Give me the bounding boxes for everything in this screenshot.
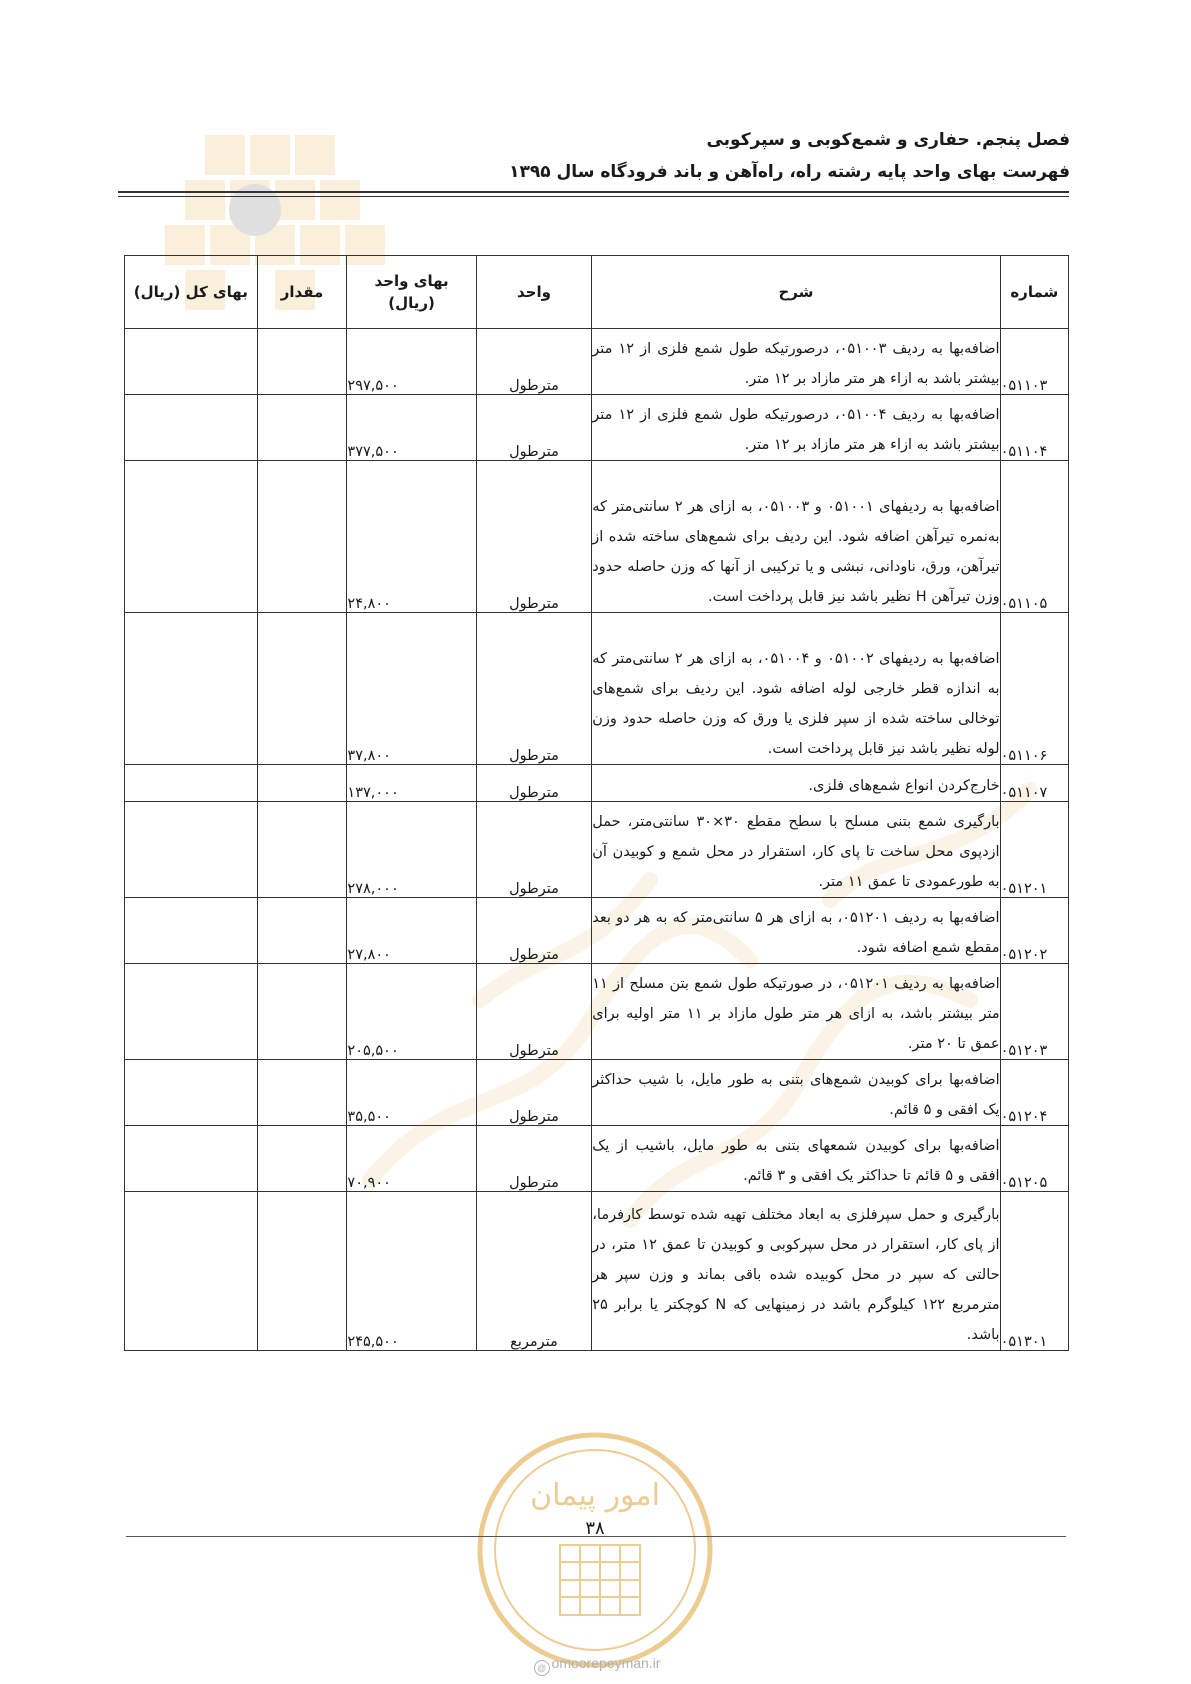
row-unit-price: ۳۷۷,۵۰۰: [347, 395, 476, 461]
row-code: ۰۵۱۱۰۶: [1000, 613, 1068, 765]
table-row: [125, 898, 1069, 964]
row-code: ۰۵۱۲۰۵: [1000, 1126, 1068, 1192]
header-quantity: مقدار: [257, 256, 347, 329]
row-unit: مترطول: [476, 765, 591, 802]
row-unit-price: ۳۷,۸۰۰: [347, 613, 476, 765]
row-quantity: [257, 329, 347, 395]
row-unit-price: ۲۹۷,۵۰۰: [347, 329, 476, 395]
row-total: [125, 395, 258, 461]
row-total: [125, 613, 258, 765]
row-description: خارج‌کردن انواع شمع‌های فلزی.: [592, 765, 1000, 802]
row-unit: مترمربع: [476, 1192, 591, 1351]
price-list-table: [124, 255, 1069, 1351]
header-unit-price: [347, 256, 476, 329]
row-description: اضافه‌بها برای کوبیدن شمعهای بتنی به طور مایل، باشیب از یک افقی و ۵ قائم تا حداکثر یک افقی و ۳ قائم.: [592, 1126, 1000, 1192]
table-row: [125, 461, 1069, 613]
row-unit: مترطول: [476, 329, 591, 395]
row-unit-price: ۲۷۸,۰۰۰: [347, 802, 476, 898]
row-quantity: [257, 802, 347, 898]
row-code: ۰۵۱۳۰۱: [1000, 1192, 1068, 1351]
site-url: omoorepeyman.ir: [551, 1655, 661, 1671]
row-quantity: [257, 765, 347, 802]
row-unit: مترطول: [476, 1126, 591, 1192]
row-total: [125, 329, 258, 395]
header-unit-price-currency: (ریال): [388, 294, 435, 312]
row-description: اضافه‌بها به ردیف ۰۵۱۲۰۱، در صورتیکه طول شمع بتن مسلح از ۱۱ متر بیشتر باشد، به ازای هر متر طول مازاد بر ۱۱ متر اولیه برای عمق تا ۲۰ متر.: [592, 964, 1000, 1060]
row-description: اضافه‌بها به ردیفهای ۰۵۱۰۰۱ و ۰۵۱۰۰۳، به ازای هر ۲ سانتی‌متر که به‌نمره تیرآهن اضافه شود. این ردیف برای شمع‌های ساخته شده از تیرآهن، ورق، ناودانی، نبشی و یا ترکیبی از آنها که وزن حاصله حدود وزن تیرآهن H نظیر باشد نیز قابل پرداخت است.: [592, 461, 1000, 613]
header-total-price: بهای کل (ریال): [125, 256, 258, 329]
row-quantity: [257, 1060, 347, 1126]
at-icon: @: [534, 1660, 550, 1676]
row-total: [125, 1192, 258, 1351]
header-unit: واحد: [476, 256, 591, 329]
row-total: [125, 461, 258, 613]
row-quantity: [257, 964, 347, 1060]
header-code: شماره: [1000, 256, 1068, 329]
row-unit-price: ۲۴,۸۰۰: [347, 461, 476, 613]
row-quantity: [257, 1126, 347, 1192]
header-rule-bottom: [118, 196, 1069, 197]
document-subtitle: فهرست بهای واحد پایه رشته راه، راه‌آهن و باند فرودگاه سال ۱۳۹۵: [509, 162, 1070, 182]
row-description: اضافه‌بها برای کوبیدن شمع‌های بتنی به طور مایل، با شیب حداکثر یک افقی و ۵ قائم.: [592, 1060, 1000, 1126]
table-row: [125, 395, 1069, 461]
row-description: بارگیری شمع بتنی مسلح با سطح مقطع ۳۰×۳۰ سانتی‌متر، حمل ازدپوی محل ساخت تا پای کار، استقرار در محل شمع و کوبیدن آن به طورعمودی تا عمق ۱۱ متر.: [592, 802, 1000, 898]
row-unit-price: ۱۳۷,۰۰۰: [347, 765, 476, 802]
table-header-row: [125, 256, 1069, 329]
row-description: بارگیری و حمل سپرفلزی به ابعاد مختلف تهیه شده توسط کارفرما، از پای کار، استقرار در محل سپرکوبی و کوبیدن تا عمق ۱۲ متر، در حالتی که سپر در محل کوبیده شده باقی بماند و وزن سپر هر مترمربع ۱۲۲ کیلوگرم باشد در زمینهایی که N کوچکتر یا برابر ۲۵ باشد.: [592, 1192, 1000, 1351]
row-total: [125, 1060, 258, 1126]
seal-watermark: [470, 1425, 720, 1675]
row-unit: مترطول: [476, 1060, 591, 1126]
row-description: اضافه‌بها به ردیفهای ۰۵۱۰۰۲ و ۰۵۱۰۰۴، به ازای هر ۲ سانتی‌متر که به اندازه قطر خارجی لوله اضافه شود. این ردیف برای شمع‌های توخالی ساخته شده از سپر فلزی یا ورق که وزن حاصله حدود وزن لوله نظیر باشد نیز قابل پرداخت است.: [592, 613, 1000, 765]
row-total: [125, 1126, 258, 1192]
row-unit-price: ۲۷,۸۰۰: [347, 898, 476, 964]
row-quantity: [257, 613, 347, 765]
row-quantity: [257, 898, 347, 964]
page-number: ۳۸: [585, 1518, 605, 1539]
row-unit: مترطول: [476, 613, 591, 765]
table-row: [125, 1126, 1069, 1192]
row-unit: مترطول: [476, 898, 591, 964]
seal-text: امور پیمان: [530, 1478, 660, 1513]
row-quantity: [257, 461, 347, 613]
row-description: اضافه‌بها به ردیف ۰۵۱۲۰۱، به ازای هر ۵ سانتی‌متر که به هر دو بعد مقطع شمع اضافه شود.: [592, 898, 1000, 964]
row-unit-price: ۷۰,۹۰۰: [347, 1126, 476, 1192]
row-unit-price: ۲۴۵,۵۰۰: [347, 1192, 476, 1351]
row-unit-price: ۳۵,۵۰۰: [347, 1060, 476, 1126]
row-description: اضافه‌بها به ردیف ۰۵۱۰۰۳، درصورتیکه طول شمع فلزی از ۱۲ متر بیشتر باشد به ازاء هر متر مازاد بر ۱۲ متر.: [592, 329, 1000, 395]
row-quantity: [257, 1192, 347, 1351]
row-unit: مترطول: [476, 964, 591, 1060]
table-row: [125, 329, 1069, 395]
row-code: ۰۵۱۲۰۳: [1000, 964, 1068, 1060]
row-unit: مترطول: [476, 802, 591, 898]
table-row: [125, 1060, 1069, 1126]
row-code: ۰۵۱۱۰۵: [1000, 461, 1068, 613]
table-row: [125, 1192, 1069, 1351]
table-row: [125, 964, 1069, 1060]
row-unit: مترطول: [476, 395, 591, 461]
row-total: [125, 802, 258, 898]
row-quantity: [257, 395, 347, 461]
header-rule-top: [118, 191, 1069, 193]
row-unit-price: ۲۰۵,۵۰۰: [347, 964, 476, 1060]
row-code: ۰۵۱۱۰۴: [1000, 395, 1068, 461]
chapter-title: فصل پنجم. حفاری و شمع‌کوبی و سپرکوبی: [706, 130, 1070, 150]
table-row: [125, 765, 1069, 802]
row-code: ۰۵۱۱۰۷: [1000, 765, 1068, 802]
row-total: [125, 964, 258, 1060]
header-description: شرح: [592, 256, 1000, 329]
row-unit: مترطول: [476, 461, 591, 613]
row-code: ۰۵۱۲۰۴: [1000, 1060, 1068, 1126]
row-code: ۰۵۱۲۰۲: [1000, 898, 1068, 964]
row-total: [125, 898, 258, 964]
site-watermark: [497, 1655, 697, 1676]
row-description: اضافه‌بها به ردیف ۰۵۱۰۰۴، درصورتیکه طول شمع فلزی از ۱۲ متر بیشتر باشد به ازاء هر متر مازاد بر ۱۲ متر.: [592, 395, 1000, 461]
table-row: [125, 613, 1069, 765]
row-total: [125, 765, 258, 802]
row-code: ۰۵۱۲۰۱: [1000, 802, 1068, 898]
header-unit-price-label: بهای واحد: [374, 272, 449, 290]
table-row: [125, 802, 1069, 898]
row-code: ۰۵۱۱۰۳: [1000, 329, 1068, 395]
